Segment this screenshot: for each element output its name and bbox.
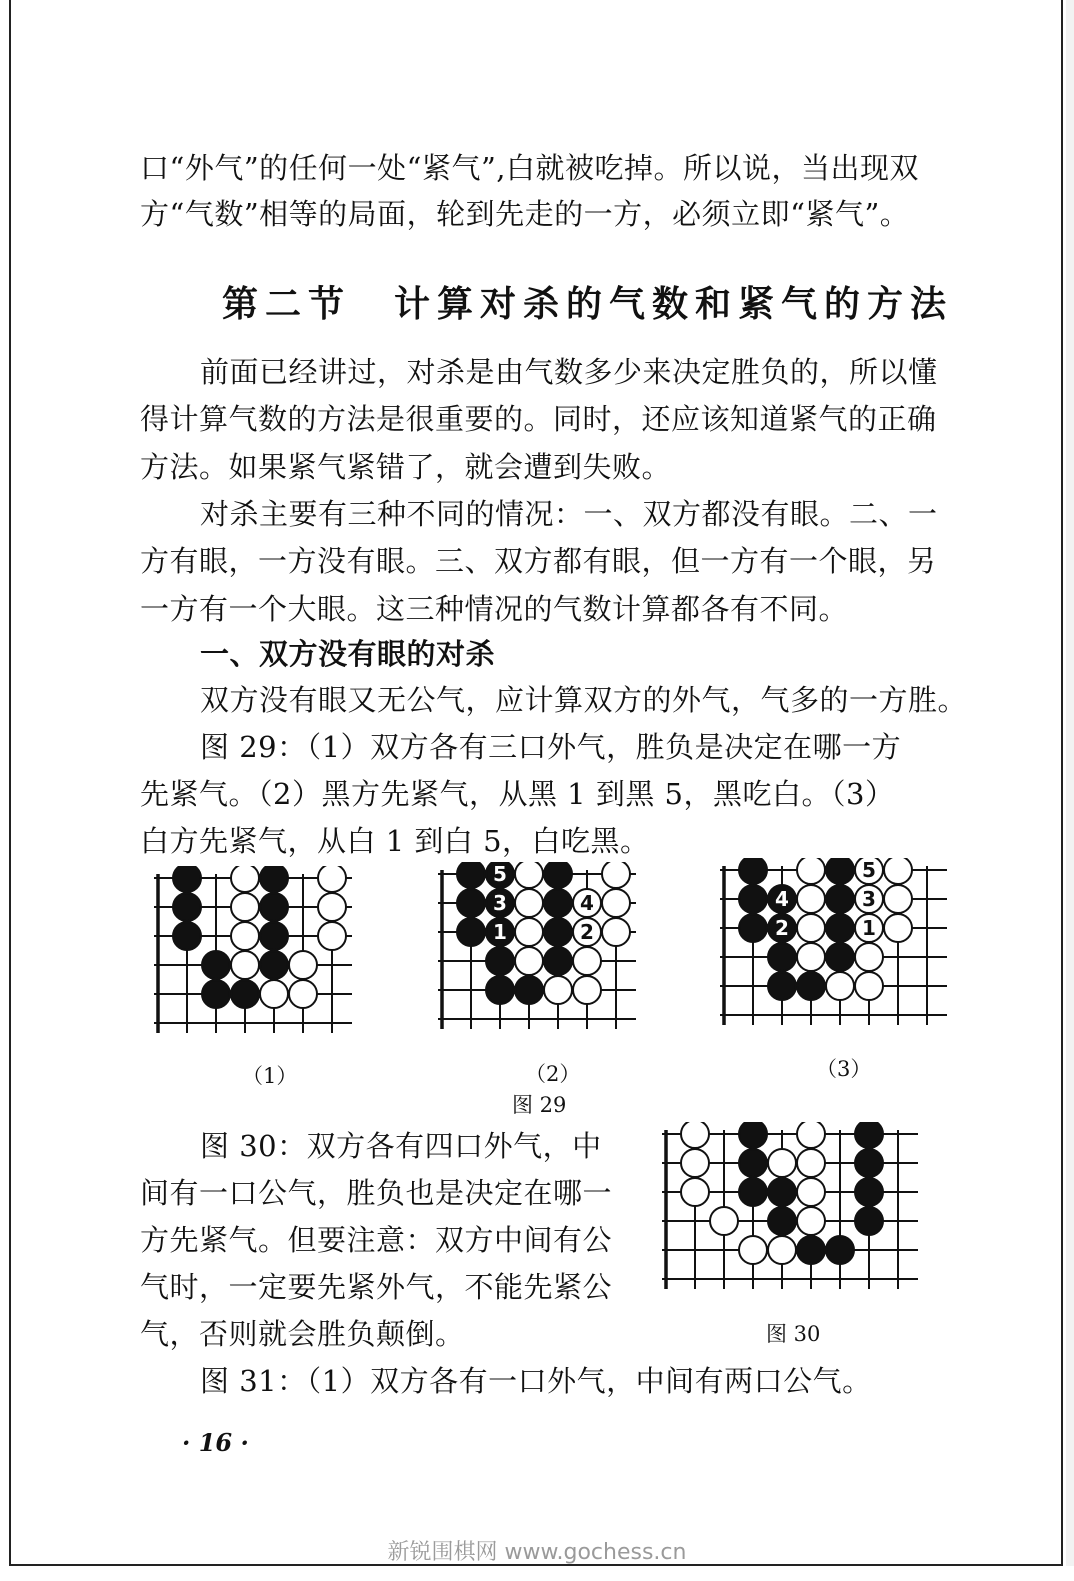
black-stone xyxy=(768,1207,796,1235)
black-stone xyxy=(457,889,485,917)
move-number: 5 xyxy=(493,862,507,886)
section-title: 第二节 计算对杀的气数和紧气的方法 xyxy=(222,283,954,325)
white-stone xyxy=(797,1149,825,1177)
black-stone xyxy=(826,943,854,971)
white-stone xyxy=(231,951,259,979)
black-stone xyxy=(202,980,230,1008)
white-stone xyxy=(768,1149,796,1177)
white-stone xyxy=(544,976,572,1004)
black-stone xyxy=(202,951,230,979)
fig30-text: 气，否则就会胜负颠倒。 xyxy=(140,1317,465,1351)
fig31-text: 图 31：（1）双方各有一口外气，中间有两口公气。 xyxy=(200,1364,872,1398)
fig29-caption-2: （2） xyxy=(525,1062,581,1086)
body-line: 口“外气”的任何一处“紧气”,白就被吃掉。所以说，当出现双 xyxy=(140,151,920,185)
body-line: 方有眼，一方没有眼。三、双方都有眼，但一方有一个眼，另 xyxy=(140,544,937,578)
black-stone xyxy=(260,893,288,921)
white-stone xyxy=(318,922,346,950)
white-stone xyxy=(602,918,630,946)
move-number: 4 xyxy=(775,887,789,911)
black-stone xyxy=(173,893,201,921)
black-stone xyxy=(260,951,288,979)
black-stone xyxy=(515,976,543,1004)
black-stone xyxy=(855,1122,883,1148)
white-stone xyxy=(573,947,601,975)
black-stone xyxy=(739,1149,767,1177)
white-stone xyxy=(681,1178,709,1206)
black-stone xyxy=(260,866,288,892)
white-stone xyxy=(884,858,912,884)
white-stone xyxy=(515,918,543,946)
white-stone xyxy=(710,1207,738,1235)
move-number: 2 xyxy=(580,920,594,944)
fig29-text: 先紧气。（2）黑方先紧气，从黑 1 到黑 5，黑吃白。（3） xyxy=(140,777,895,811)
black-stone xyxy=(826,914,854,942)
white-stone xyxy=(681,1122,709,1148)
white-stone xyxy=(318,893,346,921)
black-stone xyxy=(826,885,854,913)
black-stone xyxy=(768,943,796,971)
move-number: 1 xyxy=(862,916,876,940)
body-line: 一方有一个大眼。这三种情况的气数计算都各有不同。 xyxy=(140,592,849,626)
white-stone xyxy=(515,862,543,888)
fig30-text: 间有一口公气，胜负也是决定在哪一 xyxy=(140,1176,613,1210)
white-stone xyxy=(318,866,346,892)
go-board-29-1 xyxy=(148,866,388,1061)
black-stone xyxy=(739,914,767,942)
go-board-30 xyxy=(656,1122,926,1317)
black-stone xyxy=(768,1178,796,1206)
black-stone xyxy=(739,1122,767,1148)
black-stone xyxy=(797,972,825,1000)
white-stone xyxy=(826,972,854,1000)
go-board-29-2 xyxy=(432,862,672,1057)
white-stone xyxy=(231,893,259,921)
white-stone xyxy=(231,866,259,892)
fig29-label: 图 29 xyxy=(512,1093,567,1117)
black-stone xyxy=(739,858,767,884)
white-stone xyxy=(739,1236,767,1264)
white-stone xyxy=(515,889,543,917)
white-stone xyxy=(289,951,317,979)
move-number: 4 xyxy=(580,891,594,915)
white-stone xyxy=(797,914,825,942)
white-stone xyxy=(797,1122,825,1148)
black-stone xyxy=(486,947,514,975)
white-stone xyxy=(797,943,825,971)
black-stone xyxy=(457,862,485,888)
black-stone xyxy=(544,947,572,975)
white-stone xyxy=(797,858,825,884)
fig30-text: 方先紧气。但要注意：双方中间有公 xyxy=(140,1223,613,1257)
white-stone xyxy=(515,947,543,975)
fig29-text: 图 29：（1）双方各有三口外气，胜负是决定在哪一方 xyxy=(200,730,902,764)
black-stone xyxy=(544,918,572,946)
black-stone xyxy=(544,862,572,888)
black-stone xyxy=(260,922,288,950)
white-stone xyxy=(260,980,288,1008)
body-line: 得计算气数的方法是很重要的。同时，还应该知道紧气的正确 xyxy=(140,402,937,436)
scrollbar[interactable] xyxy=(1066,0,1074,1566)
black-stone xyxy=(173,922,201,950)
white-stone xyxy=(602,889,630,917)
white-stone xyxy=(884,914,912,942)
black-stone xyxy=(855,1178,883,1206)
black-stone xyxy=(739,885,767,913)
body-line: 方法。如果紧气紧错了，就会遭到失败。 xyxy=(140,450,672,484)
black-stone xyxy=(486,976,514,1004)
move-number: 5 xyxy=(862,858,876,882)
black-stone xyxy=(544,889,572,917)
black-stone xyxy=(797,1236,825,1264)
white-stone xyxy=(855,972,883,1000)
white-stone xyxy=(797,1178,825,1206)
white-stone xyxy=(602,862,630,888)
black-stone xyxy=(826,1236,854,1264)
move-number: 1 xyxy=(493,920,507,944)
subheading: 一、双方没有眼的对杀 xyxy=(200,637,496,671)
fig29-caption-3: （3） xyxy=(816,1057,872,1081)
fig29-text: 白方先紧气，从白 1 到白 5，白吃黑。 xyxy=(140,824,650,858)
black-stone xyxy=(739,1178,767,1206)
body-line: 方“气数”相等的局面，轮到先走的一方，必须立即“紧气”。 xyxy=(140,197,910,231)
black-stone xyxy=(173,866,201,892)
white-stone xyxy=(855,943,883,971)
watermark: 新锐围棋网 www.gochess.cn xyxy=(387,1540,687,1565)
move-number: 3 xyxy=(493,891,507,915)
go-board-29-3 xyxy=(714,858,959,1053)
fig30-text: 气时，一定要先紧外气，不能先紧公 xyxy=(140,1270,613,1304)
white-stone xyxy=(797,1207,825,1235)
white-stone xyxy=(768,1236,796,1264)
fig30-text: 图 30：双方各有四口外气，中 xyxy=(200,1129,602,1163)
move-number: 3 xyxy=(862,887,876,911)
move-number: 2 xyxy=(775,916,789,940)
fig29-caption-1: （1） xyxy=(242,1064,298,1088)
white-stone xyxy=(884,885,912,913)
black-stone xyxy=(457,918,485,946)
page-number: · 16 · xyxy=(182,1428,249,1457)
white-stone xyxy=(573,976,601,1004)
white-stone xyxy=(289,980,317,1008)
body-line: 前面已经讲过，对杀是由气数多少来决定胜负的，所以懂 xyxy=(200,355,938,389)
fig30-label: 图 30 xyxy=(766,1322,821,1346)
black-stone xyxy=(231,980,259,1008)
body-line: 双方没有眼又无公气，应计算双方的外气，气多的一方胜。 xyxy=(200,683,968,717)
white-stone xyxy=(797,885,825,913)
body-line: 对杀主要有三种不同的情况：一、双方都没有眼。二、一 xyxy=(200,497,938,531)
white-stone xyxy=(231,922,259,950)
white-stone xyxy=(681,1149,709,1177)
black-stone xyxy=(826,858,854,884)
black-stone xyxy=(855,1207,883,1235)
black-stone xyxy=(768,972,796,1000)
black-stone xyxy=(855,1149,883,1177)
